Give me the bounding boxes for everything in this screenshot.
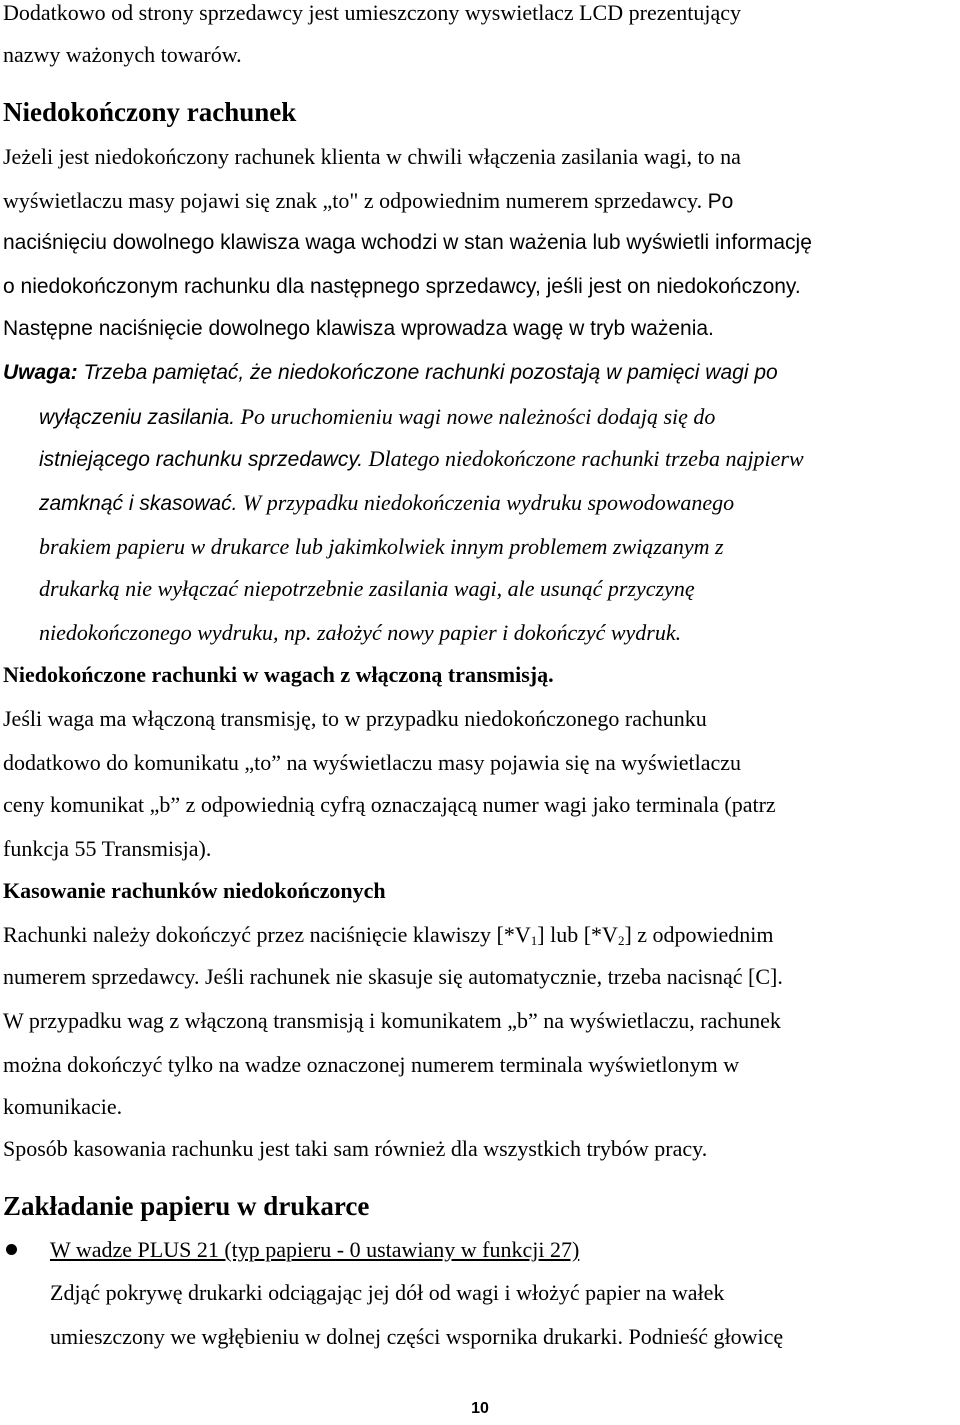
text-line: ceny komunikat „b” z odpowiednią cyfrą oznaczającą numer wagi jako terminala (patrz [3,792,776,817]
text-line: naciśnięciu dowolnego klawisza waga wchodzi w stan ważenia lub wyświetli informację [3,231,812,254]
text-line: Dodatkowo od strony sprzedawcy jest umieszczony wyswietlacz LCD prezentujący [3,0,741,25]
heading-delete-bills: Kasowanie rachunków niedokończonych [3,878,386,903]
note-line: drukarką nie wyłączać niepotrzebnie zasilania wagi, ale usunąć przyczynę [39,576,695,601]
bullet-icon [6,1244,17,1255]
text-span: ] z odpowiednim [624,922,774,947]
text-line: można dokończyć tylko na wadze oznaczonej numerem terminala wyświetlonym w [3,1052,740,1077]
text-line: Sposób kasowania rachunku jest taki sam również dla wszystkich trybów pracy. [3,1136,708,1161]
subscript: 2 [617,933,625,948]
heading-unfinished-bill: Niedokończony rachunek [3,97,297,127]
text-span: ] lub [*V [537,922,618,947]
text-span: Po uruchomieniu wagi nowe należności dodają się do [240,404,716,429]
note-line [3,360,778,386]
text-span: W przypadku niedokończenia wydruku spowodowanego [242,490,735,515]
subscript: 1 [530,933,538,948]
text-line: Jeżeli jest niedokończony rachunek klienta w chwili włączenia zasilania wagi, to na [3,144,741,169]
text-line: Jeśli waga ma włączoną transmisję, to w przypadku niedokończonego rachunku [3,706,707,731]
text-span: zamknąć i skasować. [39,492,238,515]
note-line [39,490,734,517]
text-line: Następne naciśnięcie dowolnego klawisza wprowadza wagę w tryb ważenia. [3,317,714,340]
list-item-title: W wadze PLUS 21 (typ papieru - 0 ustawiany w funkcji 27) [50,1237,580,1262]
text-span: wyłączeniu zasilania. [39,406,236,429]
text-line: numerem sprzedawcy. Jeśli rachunek nie skasuje się automatycznie, trzeba nacisnąć [C]. [3,964,783,989]
note-label: Uwaga: [3,361,78,384]
text-line: o niedokończonym rachunku dla następnego sprzedawcy, jeśli jest on niedokończony. [3,275,801,298]
text-span: istniejącego rachunku sprzedawcy. [39,448,364,471]
text-span: Dlatego niedokończone rachunki trzeba najpierw [368,446,804,471]
note-line: niedokończonego wydruku, np. założyć nowy papier i dokończyć wydruk. [39,620,682,645]
text-span: Po [707,190,734,213]
text-span: wyświetlaczu masy pojawi się znak „to" z odpowiednim numerem sprzedawcy. [3,188,703,213]
note-line: brakiem papieru w drukarce lub jakimkolwiek innym problemem związanym z [39,534,724,559]
note-line [39,446,804,473]
text-line: funkcja 55 Transmisja). [3,836,212,861]
text-line [3,188,733,215]
text-span: Rachunki należy dokończyć przez naciśnięcie klawiszy [*V [3,922,531,947]
note-line [39,404,715,431]
text-line: nazwy ważonych towarów. [3,42,242,67]
text-line: W przypadku wag z włączoną transmisją i komunikatem „b” na wyświetlaczu, rachunek [3,1008,781,1033]
text-line: komunikacie. [3,1094,123,1119]
text-line: dodatkowo do komunikatu „to” na wyświetlaczu masy pojawia się na wyświetlaczu [3,750,742,775]
text-line: umieszczony we wgłębieniu w dolnej części wspornika drukarki. Podnieść głowicę [50,1324,784,1349]
text-span: Trzeba pamiętać, że niedokończone rachunki pozostają w pamięci wagi po [83,361,778,384]
text-line [3,922,774,948]
page-number: 10 [471,1400,489,1417]
heading-paper-loading: Zakładanie papieru w drukarce [3,1191,370,1221]
text-line: Zdjąć pokrywę drukarki odciągając jej dół od wagi i włożyć papier na wałek [50,1280,725,1305]
heading-transmission: Niedokończone rachunki w wagach z włączoną transmisją. [3,662,554,687]
